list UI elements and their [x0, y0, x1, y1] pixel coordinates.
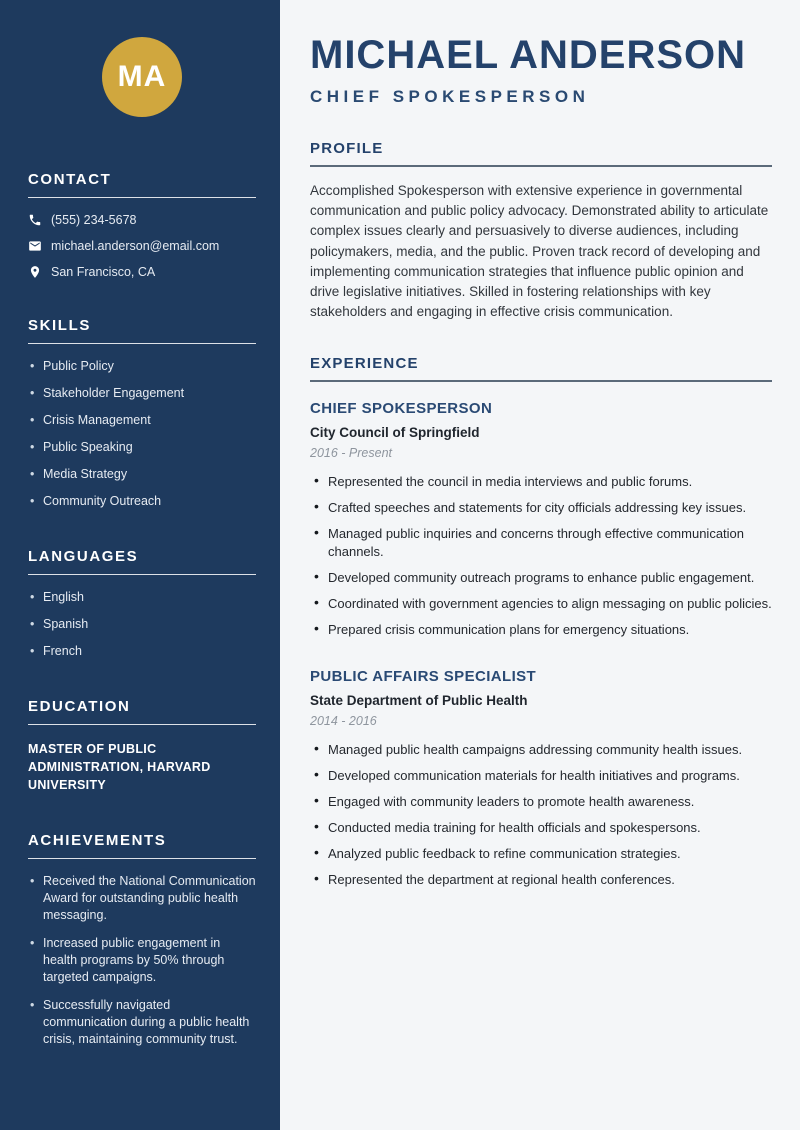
achievement-item: • Increased public engagement in health programs by 50% through targeted campaigns.: [28, 935, 256, 986]
skill-item: • Public Policy: [28, 358, 256, 375]
experience-section: [310, 355, 772, 889]
skill-item: • Stakeholder Engagement: [28, 385, 256, 402]
avatar: [102, 37, 182, 117]
job-company: State Department of Public Health: [310, 693, 528, 709]
skills-section: [28, 317, 256, 510]
skills-list: [28, 358, 256, 510]
job-bullet-item: • Coordinated with government agencies to align messaging on public policies.: [310, 595, 772, 613]
contact-heading: CONTACT: [28, 171, 256, 198]
contact-phone-row: [28, 213, 256, 227]
job-dates: 2016 - Present: [310, 446, 392, 461]
job-entry-2: [310, 668, 772, 889]
education-section: [28, 698, 256, 794]
sidebar: [0, 0, 280, 1130]
contact-location-row: [28, 265, 256, 279]
job-company: City Council of Springfield: [310, 425, 480, 441]
languages-list: [28, 589, 256, 660]
job-dates: 2014 - 2016: [310, 714, 377, 729]
contact-location: San Francisco, CA: [51, 265, 156, 279]
job-bullet-item: • Engaged with community leaders to promote health awareness.: [310, 793, 772, 811]
experience-heading: EXPERIENCE: [310, 355, 772, 382]
resume-main: [280, 0, 800, 1130]
education-degree: MASTER OF PUBLIC ADMINISTRATION, HARVARD UNIVERSITY: [28, 742, 211, 792]
job-bullet-item: • Analyzed public feedback to refine communication strategies.: [310, 845, 772, 863]
skills-heading: SKILLS: [28, 317, 256, 344]
achievements-list: [28, 873, 256, 1048]
job-bullet-item: • Crafted speeches and statements for city officials addressing key issues.: [310, 499, 772, 517]
contact-email-row: [28, 239, 256, 253]
job-bullet-item: • Prepared crisis communication plans for emergency situations.: [310, 621, 772, 639]
avatar-initials: MA: [117, 60, 167, 93]
achievements-heading: ACHIEVEMENTS: [28, 832, 256, 859]
job-bullets: [310, 741, 772, 889]
skill-item: • Crisis Management: [28, 412, 256, 429]
candidate-name: MICHAEL ANDERSON: [310, 33, 747, 77]
education-heading: EDUCATION: [28, 698, 256, 725]
email-icon: [28, 239, 42, 253]
job-bullets: [310, 473, 772, 638]
contact-phone: (555) 234-5678: [51, 213, 137, 227]
job-bullet-item: • Developed communication materials for health initiatives and programs.: [310, 767, 772, 785]
profile-text: Accomplished Spokesperson with extensive experience in governmental communication and public policy advocacy. Demonstrated ability to articulate complex issues clearly and persuasively to diverse audiences, including policymakers, media, and the public. Proven track record of developing and implementing communication strategies that influence public opinion and drive legislative initiatives. Skilled in fostering relationships with key stakeholders and engaging in effective crisis communication.: [310, 183, 769, 320]
achievements-section: [28, 832, 256, 1048]
location-icon: [28, 265, 42, 279]
job-bullet-item: • Represented the department at regional health conferences.: [310, 871, 772, 889]
language-item: • French: [28, 643, 256, 660]
job-bullet-item: • Represented the council in media interviews and public forums.: [310, 473, 772, 491]
avatar-container: [28, 37, 256, 117]
contact-email: michael.anderson@email.com: [51, 239, 220, 253]
job-title: CHIEF SPOKESPERSON: [310, 400, 493, 418]
skill-item: • Community Outreach: [28, 493, 256, 510]
job-bullet-item: • Conducted media training for health officials and spokespersons.: [310, 819, 772, 837]
profile-heading: PROFILE: [310, 140, 772, 167]
languages-heading: LANGUAGES: [28, 548, 256, 575]
job-bullet-item: • Managed public health campaigns addressing community health issues.: [310, 741, 772, 759]
language-item: • English: [28, 589, 256, 606]
profile-section: [310, 140, 772, 322]
skill-item: • Media Strategy: [28, 466, 256, 483]
job-bullet-item: • Managed public inquiries and concerns through effective communication channels.: [310, 525, 772, 560]
languages-section: [28, 548, 256, 660]
achievement-item: • Received the National Communication Award for outstanding public health messaging.: [28, 873, 256, 924]
achievement-item: • Successfully navigated communication during a public health crisis, maintaining community trust.: [28, 997, 256, 1048]
candidate-title: CHIEF SPOKESPERSON: [310, 87, 590, 106]
job-title: PUBLIC AFFAIRS SPECIALIST: [310, 668, 537, 686]
job-entry-1: [310, 400, 772, 638]
language-item: • Spanish: [28, 616, 256, 633]
phone-icon: [28, 213, 42, 227]
contact-section: [28, 171, 256, 279]
job-bullet-item: • Developed community outreach programs to enhance public engagement.: [310, 569, 772, 587]
skill-item: • Public Speaking: [28, 439, 256, 456]
contact-list: [28, 213, 256, 279]
